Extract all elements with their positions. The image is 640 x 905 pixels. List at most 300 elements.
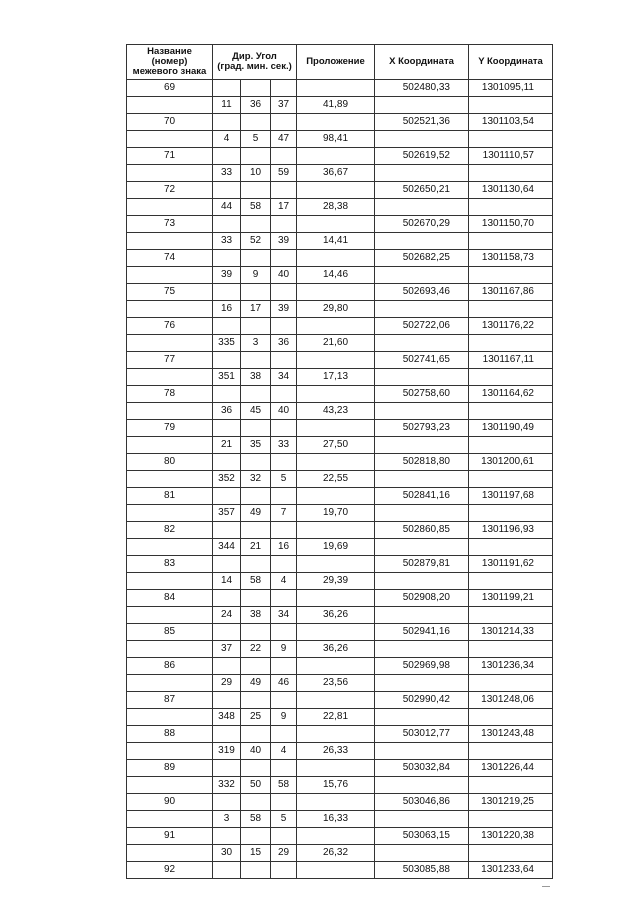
point-name: 84 <box>127 590 213 607</box>
empty-cell <box>469 199 553 216</box>
angle-degrees: 44 <box>213 199 241 216</box>
segment-distance: 36,26 <box>297 641 375 658</box>
angle-seconds: 34 <box>271 607 297 624</box>
angle-seconds: 37 <box>271 97 297 114</box>
empty-cell <box>469 845 553 862</box>
empty-cell <box>469 301 553 318</box>
empty-cell <box>375 199 469 216</box>
empty-cell <box>375 131 469 148</box>
angle-degrees: 3 <box>213 811 241 828</box>
x-coordinate: 502741,65 <box>375 352 469 369</box>
point-name: 78 <box>127 386 213 403</box>
x-coordinate: 503012,77 <box>375 726 469 743</box>
y-coordinate: 1301236,34 <box>469 658 553 675</box>
header-name-line: межевого знака <box>132 66 207 77</box>
empty-cell <box>241 386 271 403</box>
point-row <box>127 114 553 131</box>
segment-distance: 17,13 <box>297 369 375 386</box>
point-name: 92 <box>127 862 213 879</box>
x-coordinate: 502818,80 <box>375 454 469 471</box>
angle-degrees: 33 <box>213 165 241 182</box>
segment-row <box>127 607 553 624</box>
segment-distance: 98,41 <box>297 131 375 148</box>
empty-cell <box>213 692 241 709</box>
empty-cell <box>127 131 213 148</box>
segment-distance: 22,55 <box>297 471 375 488</box>
point-row <box>127 590 553 607</box>
point-name: 71 <box>127 148 213 165</box>
angle-degrees: 332 <box>213 777 241 794</box>
x-coordinate: 502521,36 <box>375 114 469 131</box>
empty-cell <box>375 471 469 488</box>
angle-seconds: 17 <box>271 199 297 216</box>
empty-cell <box>297 284 375 301</box>
y-coordinate: 1301226,44 <box>469 760 553 777</box>
angle-degrees: 21 <box>213 437 241 454</box>
empty-cell <box>297 148 375 165</box>
empty-cell <box>127 505 213 522</box>
boundary-points-table <box>126 44 553 879</box>
empty-cell <box>297 590 375 607</box>
segment-row <box>127 539 553 556</box>
header-angle-line: (град. мин. сек.) <box>217 61 292 72</box>
x-coordinate: 502758,60 <box>375 386 469 403</box>
empty-cell <box>241 114 271 131</box>
segment-distance: 28,38 <box>297 199 375 216</box>
y-coordinate: 1301220,38 <box>469 828 553 845</box>
point-row <box>127 318 553 335</box>
angle-minutes: 45 <box>241 403 271 420</box>
angle-seconds: 59 <box>271 165 297 182</box>
empty-cell <box>213 284 241 301</box>
empty-cell <box>241 454 271 471</box>
empty-cell <box>213 182 241 199</box>
empty-cell <box>271 522 297 539</box>
empty-cell <box>271 760 297 777</box>
empty-cell <box>297 420 375 437</box>
point-row <box>127 556 553 573</box>
empty-cell <box>375 675 469 692</box>
angle-degrees: 14 <box>213 573 241 590</box>
segment-distance: 14,46 <box>297 267 375 284</box>
empty-cell <box>297 828 375 845</box>
empty-cell <box>375 335 469 352</box>
angle-minutes: 5 <box>241 131 271 148</box>
point-row <box>127 80 553 97</box>
empty-cell <box>297 352 375 369</box>
x-coordinate: 502879,81 <box>375 556 469 573</box>
angle-seconds: 46 <box>271 675 297 692</box>
point-name: 89 <box>127 760 213 777</box>
angle-minutes: 9 <box>241 267 271 284</box>
empty-cell <box>297 318 375 335</box>
point-name: 87 <box>127 692 213 709</box>
empty-cell <box>297 114 375 131</box>
empty-cell <box>375 607 469 624</box>
segment-row <box>127 131 553 148</box>
segment-distance: 19,69 <box>297 539 375 556</box>
empty-cell <box>375 641 469 658</box>
angle-degrees: 352 <box>213 471 241 488</box>
angle-seconds: 4 <box>271 743 297 760</box>
empty-cell <box>469 539 553 556</box>
point-name: 76 <box>127 318 213 335</box>
point-row <box>127 148 553 165</box>
y-coordinate: 1301219,25 <box>469 794 553 811</box>
y-coordinate: 1301243,48 <box>469 726 553 743</box>
point-name: 69 <box>127 80 213 97</box>
segment-distance: 16,33 <box>297 811 375 828</box>
empty-cell <box>297 386 375 403</box>
empty-cell <box>241 216 271 233</box>
empty-cell <box>271 148 297 165</box>
empty-cell <box>241 182 271 199</box>
angle-minutes: 52 <box>241 233 271 250</box>
point-row <box>127 454 553 471</box>
y-coordinate: 1301130,64 <box>469 182 553 199</box>
empty-cell <box>375 165 469 182</box>
angle-minutes: 38 <box>241 369 271 386</box>
empty-cell <box>271 182 297 199</box>
angle-minutes: 15 <box>241 845 271 862</box>
empty-cell <box>213 386 241 403</box>
empty-cell <box>213 352 241 369</box>
angle-seconds: 5 <box>271 471 297 488</box>
header-angle-line: Дир. Угол <box>232 51 277 62</box>
x-coordinate: 503085,88 <box>375 862 469 879</box>
empty-cell <box>213 420 241 437</box>
angle-minutes: 58 <box>241 199 271 216</box>
header-angle <box>213 45 297 80</box>
empty-cell <box>469 505 553 522</box>
segment-row <box>127 267 553 284</box>
point-row <box>127 658 553 675</box>
point-name: 81 <box>127 488 213 505</box>
empty-cell <box>127 199 213 216</box>
point-row <box>127 794 553 811</box>
x-coordinate: 503063,15 <box>375 828 469 845</box>
empty-cell <box>297 488 375 505</box>
point-row <box>127 624 553 641</box>
empty-cell <box>271 216 297 233</box>
empty-cell <box>213 590 241 607</box>
empty-cell <box>469 403 553 420</box>
empty-cell <box>271 658 297 675</box>
empty-cell <box>271 556 297 573</box>
empty-cell <box>297 80 375 97</box>
x-coordinate: 502670,29 <box>375 216 469 233</box>
empty-cell <box>213 148 241 165</box>
empty-cell <box>213 760 241 777</box>
y-coordinate: 1301196,93 <box>469 522 553 539</box>
empty-cell <box>241 80 271 97</box>
angle-seconds: 40 <box>271 267 297 284</box>
empty-cell <box>271 352 297 369</box>
empty-cell <box>241 760 271 777</box>
empty-cell <box>375 777 469 794</box>
segment-row <box>127 437 553 454</box>
segment-distance: 43,23 <box>297 403 375 420</box>
y-coordinate: 1301190,49 <box>469 420 553 437</box>
point-name: 86 <box>127 658 213 675</box>
point-name: 83 <box>127 556 213 573</box>
x-coordinate: 502693,46 <box>375 284 469 301</box>
empty-cell <box>271 454 297 471</box>
point-row <box>127 488 553 505</box>
empty-cell <box>127 743 213 760</box>
empty-cell <box>271 590 297 607</box>
empty-cell <box>271 250 297 267</box>
empty-cell <box>127 811 213 828</box>
empty-cell <box>271 420 297 437</box>
point-row <box>127 862 553 879</box>
empty-cell <box>297 624 375 641</box>
empty-cell <box>127 641 213 658</box>
segment-row <box>127 301 553 318</box>
empty-cell <box>297 216 375 233</box>
segment-row <box>127 709 553 726</box>
empty-cell <box>241 828 271 845</box>
angle-minutes: 38 <box>241 607 271 624</box>
y-coordinate: 1301158,73 <box>469 250 553 267</box>
x-coordinate: 503046,86 <box>375 794 469 811</box>
segment-row <box>127 233 553 250</box>
empty-cell <box>469 573 553 590</box>
point-row <box>127 692 553 709</box>
angle-minutes: 49 <box>241 675 271 692</box>
angle-degrees: 11 <box>213 97 241 114</box>
angle-degrees: 348 <box>213 709 241 726</box>
x-coordinate: 502860,85 <box>375 522 469 539</box>
empty-cell <box>271 284 297 301</box>
empty-cell <box>213 488 241 505</box>
angle-minutes: 3 <box>241 335 271 352</box>
point-row <box>127 182 553 199</box>
empty-cell <box>241 148 271 165</box>
point-row <box>127 284 553 301</box>
page-mark <box>542 886 550 887</box>
segment-row <box>127 403 553 420</box>
segment-row <box>127 505 553 522</box>
empty-cell <box>241 318 271 335</box>
y-coordinate: 1301167,11 <box>469 352 553 369</box>
empty-cell <box>213 794 241 811</box>
empty-cell <box>271 692 297 709</box>
point-row <box>127 420 553 437</box>
empty-cell <box>127 301 213 318</box>
angle-degrees: 30 <box>213 845 241 862</box>
empty-cell <box>127 233 213 250</box>
empty-cell <box>127 539 213 556</box>
empty-cell <box>375 403 469 420</box>
angle-degrees: 29 <box>213 675 241 692</box>
angle-seconds: 33 <box>271 437 297 454</box>
angle-seconds: 16 <box>271 539 297 556</box>
header-distance: Проложение <box>297 45 375 80</box>
point-name: 82 <box>127 522 213 539</box>
empty-cell <box>469 233 553 250</box>
segment-row <box>127 335 553 352</box>
empty-cell <box>213 216 241 233</box>
angle-seconds: 4 <box>271 573 297 590</box>
empty-cell <box>213 862 241 879</box>
segment-distance: 19,70 <box>297 505 375 522</box>
empty-cell <box>469 471 553 488</box>
empty-cell <box>127 607 213 624</box>
segment-distance: 15,76 <box>297 777 375 794</box>
empty-cell <box>297 454 375 471</box>
angle-minutes: 25 <box>241 709 271 726</box>
angle-minutes: 50 <box>241 777 271 794</box>
segment-distance: 36,26 <box>297 607 375 624</box>
empty-cell <box>297 658 375 675</box>
segment-distance: 41,89 <box>297 97 375 114</box>
empty-cell <box>375 505 469 522</box>
angle-minutes: 40 <box>241 743 271 760</box>
empty-cell <box>127 267 213 284</box>
point-name: 91 <box>127 828 213 845</box>
y-coordinate: 1301167,86 <box>469 284 553 301</box>
segment-distance: 29,80 <box>297 301 375 318</box>
point-name: 74 <box>127 250 213 267</box>
empty-cell <box>271 318 297 335</box>
y-coordinate: 1301214,33 <box>469 624 553 641</box>
segment-row <box>127 573 553 590</box>
angle-degrees: 4 <box>213 131 241 148</box>
empty-cell <box>241 658 271 675</box>
header-name <box>127 45 213 80</box>
angle-seconds: 5 <box>271 811 297 828</box>
empty-cell <box>271 726 297 743</box>
point-name: 79 <box>127 420 213 437</box>
point-row <box>127 760 553 777</box>
point-row <box>127 386 553 403</box>
point-name: 70 <box>127 114 213 131</box>
y-coordinate: 1301103,54 <box>469 114 553 131</box>
empty-cell <box>297 250 375 267</box>
empty-cell <box>375 743 469 760</box>
empty-cell <box>375 267 469 284</box>
angle-minutes: 58 <box>241 573 271 590</box>
empty-cell <box>241 352 271 369</box>
x-coordinate: 502480,33 <box>375 80 469 97</box>
header-x: X Координата <box>375 45 469 80</box>
empty-cell <box>213 624 241 641</box>
empty-cell <box>375 233 469 250</box>
empty-cell <box>469 607 553 624</box>
angle-degrees: 33 <box>213 233 241 250</box>
segment-distance: 29,39 <box>297 573 375 590</box>
empty-cell <box>469 437 553 454</box>
y-coordinate: 1301191,62 <box>469 556 553 573</box>
empty-cell <box>213 828 241 845</box>
y-coordinate: 1301150,70 <box>469 216 553 233</box>
empty-cell <box>241 556 271 573</box>
empty-cell <box>213 114 241 131</box>
empty-cell <box>297 692 375 709</box>
empty-cell <box>375 845 469 862</box>
header-name-line: (номер) <box>151 56 188 67</box>
empty-cell <box>375 301 469 318</box>
empty-cell <box>469 131 553 148</box>
empty-cell <box>271 386 297 403</box>
point-row <box>127 250 553 267</box>
segment-distance: 14,41 <box>297 233 375 250</box>
empty-cell <box>213 658 241 675</box>
empty-cell <box>241 284 271 301</box>
empty-cell <box>469 335 553 352</box>
point-row <box>127 352 553 369</box>
empty-cell <box>469 267 553 284</box>
angle-degrees: 351 <box>213 369 241 386</box>
point-row <box>127 828 553 845</box>
empty-cell <box>213 250 241 267</box>
angle-seconds: 36 <box>271 335 297 352</box>
empty-cell <box>127 369 213 386</box>
angle-minutes: 35 <box>241 437 271 454</box>
angle-seconds: 29 <box>271 845 297 862</box>
empty-cell <box>469 743 553 760</box>
point-name: 77 <box>127 352 213 369</box>
segment-row <box>127 675 553 692</box>
angle-degrees: 16 <box>213 301 241 318</box>
angle-degrees: 37 <box>213 641 241 658</box>
x-coordinate: 502619,52 <box>375 148 469 165</box>
empty-cell <box>375 811 469 828</box>
angle-minutes: 22 <box>241 641 271 658</box>
angle-degrees: 344 <box>213 539 241 556</box>
segment-row <box>127 777 553 794</box>
angle-degrees: 39 <box>213 267 241 284</box>
y-coordinate: 1301197,68 <box>469 488 553 505</box>
empty-cell <box>469 165 553 182</box>
empty-cell <box>297 760 375 777</box>
empty-cell <box>297 556 375 573</box>
segment-distance: 27,50 <box>297 437 375 454</box>
x-coordinate: 502841,16 <box>375 488 469 505</box>
point-name: 85 <box>127 624 213 641</box>
empty-cell <box>271 828 297 845</box>
empty-cell <box>241 692 271 709</box>
empty-cell <box>271 114 297 131</box>
point-row <box>127 522 553 539</box>
angle-minutes: 32 <box>241 471 271 488</box>
y-coordinate: 1301164,62 <box>469 386 553 403</box>
empty-cell <box>127 845 213 862</box>
x-coordinate: 502682,25 <box>375 250 469 267</box>
empty-cell <box>241 420 271 437</box>
header-row <box>127 45 553 80</box>
point-row <box>127 726 553 743</box>
y-coordinate: 1301110,57 <box>469 148 553 165</box>
empty-cell <box>241 726 271 743</box>
angle-minutes: 17 <box>241 301 271 318</box>
empty-cell <box>375 437 469 454</box>
segment-row <box>127 97 553 114</box>
empty-cell <box>375 573 469 590</box>
header-name-line: Название <box>147 46 192 57</box>
empty-cell <box>127 675 213 692</box>
empty-cell <box>469 709 553 726</box>
x-coordinate: 502969,98 <box>375 658 469 675</box>
x-coordinate: 503032,84 <box>375 760 469 777</box>
header-y: Y Координата <box>469 45 553 80</box>
angle-degrees: 24 <box>213 607 241 624</box>
angle-seconds: 9 <box>271 641 297 658</box>
angle-minutes: 36 <box>241 97 271 114</box>
empty-cell <box>469 97 553 114</box>
angle-minutes: 58 <box>241 811 271 828</box>
